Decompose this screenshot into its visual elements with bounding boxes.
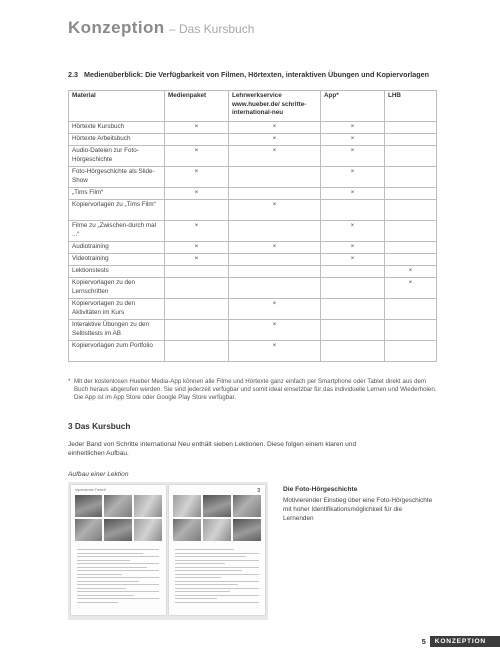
photo bbox=[203, 519, 231, 541]
lehrwerkservice-cell: × bbox=[229, 146, 321, 167]
table-row bbox=[69, 167, 437, 188]
lehrwerkservice-cell bbox=[229, 188, 321, 200]
table-row bbox=[69, 254, 437, 266]
medienpaket-cell bbox=[165, 266, 229, 278]
text-lines bbox=[175, 549, 259, 605]
column-header: Medienpaket bbox=[165, 91, 229, 122]
spread-right-page bbox=[169, 485, 265, 615]
table-row bbox=[69, 122, 437, 134]
app-cell: × bbox=[321, 221, 385, 242]
photo bbox=[134, 495, 162, 517]
foto-hoergeschichte-text: Motivierender Einstieg über eine Foto-Hörgeschichte mit hoher Identifikationsmöglichkeit für die Lernenden bbox=[283, 497, 433, 522]
app-cell: × bbox=[321, 146, 385, 167]
kursbuch-heading: 3 Das Kursbuch bbox=[68, 422, 131, 431]
column-header: Material bbox=[69, 91, 165, 122]
material-cell: Lektionstests bbox=[69, 266, 165, 278]
table-row bbox=[69, 200, 437, 221]
lhb-cell bbox=[385, 167, 437, 188]
kursbuch-intro: Jeder Band von Schritte international Neu enthält sieben Lektionen. Diese folgen einem klaren und einheitlichen Aufbau. bbox=[68, 441, 357, 457]
section-number: 2.3 bbox=[68, 70, 78, 79]
medienpaket-cell bbox=[165, 200, 229, 221]
table-header-row bbox=[69, 91, 437, 122]
table-row bbox=[69, 320, 437, 341]
lehrwerkservice-cell: × bbox=[229, 134, 321, 146]
material-cell: Kopiervorlagen zum Portfolio bbox=[69, 341, 165, 362]
lehrwerkservice-cell bbox=[229, 278, 321, 299]
page-footer bbox=[422, 636, 500, 646]
app-cell bbox=[321, 266, 385, 278]
material-cell: Filme zu „Zwischen-durch mal ...“ bbox=[69, 221, 165, 242]
lhb-cell bbox=[385, 320, 437, 341]
photo bbox=[203, 495, 231, 517]
material-cell: Kopiervorlagen zu den Lernschritten bbox=[69, 278, 165, 299]
material-cell: Hörtexte Kursbuch bbox=[69, 122, 165, 134]
material-cell: Hörtexte Arbeitsbuch bbox=[69, 134, 165, 146]
medienpaket-cell: × bbox=[165, 167, 229, 188]
table-row bbox=[69, 221, 437, 242]
lehrwerkservice-cell: × bbox=[229, 200, 321, 221]
lhb-cell: × bbox=[385, 266, 437, 278]
app-cell: × bbox=[321, 134, 385, 146]
lehrwerkservice-cell: × bbox=[229, 320, 321, 341]
footer-label: KONZEPTION bbox=[430, 636, 500, 647]
app-cell bbox=[321, 200, 385, 221]
lehrwerkservice-cell: × bbox=[229, 242, 321, 254]
material-cell: Videotraining bbox=[69, 254, 165, 266]
table-row bbox=[69, 341, 437, 362]
spread-header-text: Impressionen Freizeit bbox=[75, 488, 106, 492]
medienpaket-cell: × bbox=[165, 188, 229, 200]
footnote-text: Mit der kostenlosen Hueber Media-App können alle Filme und Hörtexte ganz einfach per Smartphone oder Tablet direkt aus dem Buch heraus abgerufen werden. Sie sind jederzeit verfügbar und somit ideal einsetzbar für das individuelle Lernen und Wiederholen. Die App ist im App Store oder Google Play Store verfügbar. bbox=[74, 378, 437, 401]
medienpaket-cell: × bbox=[165, 254, 229, 266]
lhb-cell bbox=[385, 341, 437, 362]
photo bbox=[75, 495, 102, 517]
material-cell: Interaktive Übungen zu den Selbsttests im AB bbox=[69, 320, 165, 341]
app-cell bbox=[321, 341, 385, 362]
lhb-cell bbox=[385, 254, 437, 266]
photo bbox=[173, 495, 201, 517]
media-overview-table bbox=[68, 90, 437, 362]
app-cell: × bbox=[321, 167, 385, 188]
app-cell bbox=[321, 320, 385, 341]
photo bbox=[75, 519, 102, 541]
column-header: LHB bbox=[385, 91, 437, 122]
medienpaket-cell bbox=[165, 299, 229, 320]
section-title bbox=[68, 70, 468, 79]
photo bbox=[104, 495, 132, 517]
lehrwerkservice-cell: × bbox=[229, 122, 321, 134]
column-header: App* bbox=[321, 91, 385, 122]
app-cell bbox=[321, 299, 385, 320]
photo bbox=[134, 519, 162, 541]
material-cell: Foto-Hörgeschichte als Slide-Show bbox=[69, 167, 165, 188]
aufbau-label: Aufbau einer Lektion bbox=[68, 471, 129, 478]
photo bbox=[233, 519, 261, 541]
lehrwerkservice-cell bbox=[229, 266, 321, 278]
lhb-cell bbox=[385, 188, 437, 200]
text-lines bbox=[77, 549, 159, 605]
lhb-cell bbox=[385, 122, 437, 134]
section-heading: Medienüberblick: Die Verfügbarkeit von Filmen, Hörtexten, interaktiven Übungen und Kopiervorlagen bbox=[84, 70, 430, 79]
material-cell: Kopiervorlagen zu „Tims Film“ bbox=[69, 200, 165, 221]
page-header bbox=[68, 18, 254, 38]
lehrwerkservice-cell bbox=[229, 221, 321, 242]
app-cell bbox=[321, 278, 385, 299]
medienpaket-cell: × bbox=[165, 146, 229, 167]
app-cell: × bbox=[321, 242, 385, 254]
app-cell: × bbox=[321, 188, 385, 200]
lehrwerkservice-cell: × bbox=[229, 341, 321, 362]
medienpaket-cell: × bbox=[165, 122, 229, 134]
medienpaket-cell: × bbox=[165, 242, 229, 254]
table-row bbox=[69, 242, 437, 254]
lhb-cell bbox=[385, 242, 437, 254]
table-row bbox=[69, 278, 437, 299]
lhb-cell: × bbox=[385, 278, 437, 299]
medienpaket-cell bbox=[165, 134, 229, 146]
table-row bbox=[69, 134, 437, 146]
spread-left-page bbox=[71, 485, 166, 615]
medienpaket-cell bbox=[165, 341, 229, 362]
footnote bbox=[68, 378, 438, 402]
foto-hoergeschichte-title: Die Foto-Hörgeschichte bbox=[283, 486, 358, 493]
photo bbox=[104, 519, 132, 541]
header-subtitle: – Das Kursbuch bbox=[169, 22, 255, 36]
photo bbox=[173, 519, 201, 541]
lhb-cell bbox=[385, 221, 437, 242]
app-cell: × bbox=[321, 122, 385, 134]
lehrwerkservice-cell bbox=[229, 254, 321, 266]
lehrwerkservice-cell bbox=[229, 167, 321, 188]
table-row bbox=[69, 188, 437, 200]
lhb-cell bbox=[385, 146, 437, 167]
lhb-cell bbox=[385, 134, 437, 146]
photo bbox=[233, 495, 261, 517]
medienpaket-cell bbox=[165, 320, 229, 341]
lhb-cell bbox=[385, 299, 437, 320]
lesson-spread-image bbox=[68, 482, 268, 620]
lehrwerkservice-cell: × bbox=[229, 299, 321, 320]
lhb-cell bbox=[385, 200, 437, 221]
medienpaket-cell bbox=[165, 278, 229, 299]
spread-page-number: 3 bbox=[257, 488, 260, 494]
footnote-marker: * bbox=[68, 378, 71, 385]
app-cell: × bbox=[321, 254, 385, 266]
column-header: Lehrwerkservice www.hueber.de/ schritte-international-neu bbox=[229, 91, 321, 122]
material-cell: Kopiervorlagen zu den Aktivitäten im Kurs bbox=[69, 299, 165, 320]
header-title: Konzeption bbox=[68, 18, 165, 37]
material-cell: „Tims Film“ bbox=[69, 188, 165, 200]
table-row bbox=[69, 299, 437, 320]
medienpaket-cell: × bbox=[165, 221, 229, 242]
table-row bbox=[69, 146, 437, 167]
page-number: 5 bbox=[421, 636, 426, 646]
material-cell: Audio-Dateien zur Foto-Hörgeschichte bbox=[69, 146, 165, 167]
material-cell: Audiotraining bbox=[69, 242, 165, 254]
table-row bbox=[69, 266, 437, 278]
